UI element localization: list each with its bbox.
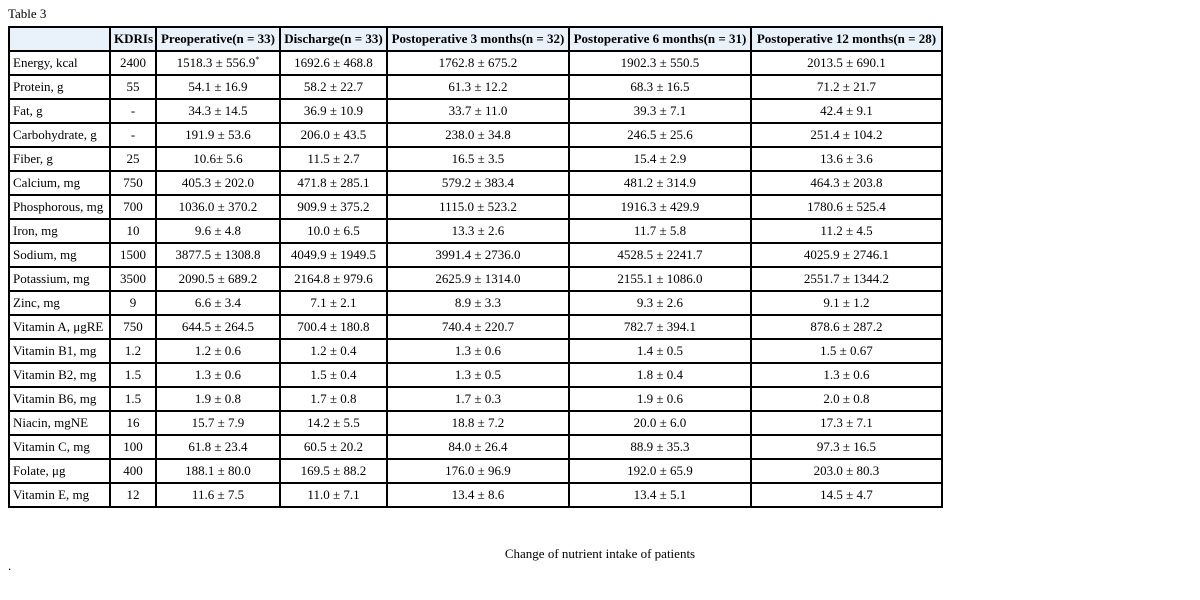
cell-discharge-text: 11.0 ± 7.1 [307, 487, 360, 502]
cell-postop-12-months [751, 483, 942, 507]
cell-discharge [280, 291, 387, 315]
column-header-preoperative: Preoperative(n = 33) [156, 27, 280, 51]
cell-nutrient-text: Fiber, g [13, 151, 53, 166]
cell-postop-3-months-text: 13.3 ± 2.6 [451, 223, 505, 238]
cell-postop-3-months [387, 123, 569, 147]
cell-nutrient [9, 459, 110, 483]
cell-postop-3-months [387, 51, 569, 75]
cell-postop-3-months [387, 291, 569, 315]
cell-discharge-text: 1.2 ± 0.4 [310, 343, 357, 358]
table-row [9, 435, 942, 459]
table-body [9, 51, 942, 507]
cell-postop-6-months-text: 13.4 ± 5.1 [633, 487, 687, 502]
cell-postop-6-months [569, 171, 751, 195]
cell-discharge [280, 75, 387, 99]
column-header-nutrient [9, 27, 110, 51]
cell-nutrient [9, 387, 110, 411]
cell-preoperative-text: 1.9 ± 0.8 [194, 391, 242, 406]
cell-kdri [110, 51, 156, 75]
cell-postop-3-months [387, 219, 569, 243]
cell-preoperative [156, 99, 280, 123]
cell-discharge [280, 483, 387, 507]
cell-kdri [110, 99, 156, 123]
cell-postop-12-months [751, 171, 942, 195]
cell-postop-6-months [569, 267, 751, 291]
column-header-discharge: Discharge(n = 33) [280, 27, 387, 51]
cell-postop-6-months [569, 459, 751, 483]
cell-preoperative-text: 644.5 ± 264.5 [181, 319, 255, 334]
cell-kdri-text: 3500 [120, 271, 146, 286]
cell-postop-3-months [387, 483, 569, 507]
cell-kdri [110, 195, 156, 219]
cell-postop-3-months [387, 363, 569, 387]
cell-postop-12-months-text: 2551.7 ± 1344.2 [803, 271, 890, 286]
cell-postop-12-months [751, 99, 942, 123]
cell-discharge [280, 99, 387, 123]
cell-postop-3-months [387, 339, 569, 363]
cell-postop-3-months-text: 84.0 ± 26.4 [448, 439, 508, 454]
cell-nutrient [9, 99, 110, 123]
cell-preoperative [156, 459, 280, 483]
cell-nutrient [9, 291, 110, 315]
cell-postop-12-months [751, 267, 942, 291]
cell-postop-6-months [569, 363, 751, 387]
cell-preoperative-text: 405.3 ± 202.0 [181, 175, 255, 190]
cell-preoperative-text: 11.6 ± 7.5 [191, 487, 245, 502]
cell-postop-12-months-text: 1780.6 ± 525.4 [807, 199, 886, 214]
cell-kdri-text: 1.5 [124, 391, 142, 406]
cell-preoperative [156, 147, 280, 171]
cell-preoperative-text: 191.9 ± 53.6 [185, 127, 251, 142]
cell-postop-12-months [751, 51, 942, 75]
cell-postop-12-months [751, 219, 942, 243]
cell-postop-6-months-text: 11.7 ± 5.8 [633, 223, 687, 238]
cell-postop-12-months-text: 9.1 ± 1.2 [823, 295, 870, 310]
cell-nutrient-text: Potassium, mg [13, 271, 90, 286]
cell-preoperative [156, 339, 280, 363]
cell-postop-6-months-text: 1.9 ± 0.6 [636, 391, 684, 406]
cell-postop-12-months-text: 2013.5 ± 690.1 [807, 55, 886, 70]
cell-discharge [280, 387, 387, 411]
cell-discharge [280, 219, 387, 243]
cell-preoperative [156, 171, 280, 195]
cell-postop-3-months [387, 435, 569, 459]
nutrient-intake-table [8, 26, 943, 508]
cell-postop-6-months-text: 1.4 ± 0.5 [636, 343, 684, 358]
cell-postop-3-months [387, 387, 569, 411]
cell-postop-12-months-text: 1.5 ± 0.67 [820, 343, 873, 358]
cell-postop-12-months-text: 13.6 ± 3.6 [820, 151, 873, 166]
cell-discharge-text: 10.0 ± 6.5 [307, 223, 360, 238]
cell-nutrient-text: Folate, μg [13, 463, 66, 478]
cell-postop-12-months [751, 315, 942, 339]
cell-nutrient-text: Vitamin E, mg [13, 487, 90, 502]
cell-postop-6-months-text: 1902.3 ± 550.5 [620, 55, 700, 70]
cell-nutrient-text: Fat, g [13, 103, 43, 118]
header-row [9, 27, 942, 51]
cell-nutrient-text: Vitamin B1, mg [13, 343, 97, 358]
cell-postop-6-months [569, 243, 751, 267]
cell-postop-6-months [569, 147, 751, 171]
cell-postop-12-months-text: 251.4 ± 104.2 [810, 127, 883, 142]
cell-kdri-text: 1.2 [124, 343, 142, 358]
cell-kdri [110, 243, 156, 267]
cell-discharge [280, 195, 387, 219]
cell-preoperative [156, 123, 280, 147]
cell-postop-6-months [569, 483, 751, 507]
table-row [9, 267, 942, 291]
cell-postop-6-months-text: 246.5 ± 25.6 [627, 127, 693, 142]
cell-kdri-text: 25 [126, 151, 140, 166]
cell-discharge [280, 459, 387, 483]
cell-preoperative [156, 435, 280, 459]
cell-postop-6-months [569, 435, 751, 459]
cell-postop-12-months-text: 878.6 ± 287.2 [810, 319, 883, 334]
cell-preoperative [156, 483, 280, 507]
cell-nutrient-text: Carbohydrate, g [13, 127, 97, 142]
cell-postop-3-months-text: 33.7 ± 11.0 [448, 103, 508, 118]
cell-discharge-text: 700.4 ± 180.8 [297, 319, 370, 334]
cell-discharge-text: 36.9 ± 10.9 [303, 103, 364, 118]
cell-nutrient [9, 267, 110, 291]
cell-discharge-text: 1.7 ± 0.8 [310, 391, 357, 406]
cell-postop-6-months-text: 4528.5 ± 2241.7 [617, 247, 703, 262]
cell-kdri-text: 100 [123, 439, 143, 454]
cell-postop-3-months-text: 1762.8 ± 675.2 [438, 55, 518, 70]
cell-postop-12-months [751, 123, 942, 147]
cell-postop-3-months-text: 8.9 ± 3.3 [454, 295, 502, 310]
cell-postop-6-months [569, 99, 751, 123]
cell-nutrient [9, 123, 110, 147]
cell-preoperative-text: 2090.5 ± 689.2 [178, 271, 258, 286]
cell-preoperative-text: 15.7 ± 7.9 [191, 415, 245, 430]
table-row [9, 147, 942, 171]
cell-preoperative-text: 9.6 ± 4.8 [194, 223, 242, 238]
table-row [9, 219, 942, 243]
cell-nutrient [9, 435, 110, 459]
cell-discharge-text: 14.2 ± 5.5 [307, 415, 360, 430]
cell-postop-12-months [751, 195, 942, 219]
cell-postop-6-months-text: 88.9 ± 35.3 [630, 439, 690, 454]
cell-discharge-text: 1.5 ± 0.4 [310, 367, 357, 382]
cell-kdri-text: 16 [126, 415, 140, 430]
column-header-postop-3-months: Postoperative 3 months(n = 32) [387, 27, 569, 51]
cell-kdri [110, 315, 156, 339]
table-row [9, 411, 942, 435]
cell-preoperative-text: 6.6 ± 3.4 [194, 295, 242, 310]
cell-nutrient [9, 195, 110, 219]
cell-kdri [110, 291, 156, 315]
cell-postop-3-months [387, 99, 569, 123]
cell-postop-3-months-text: 2625.9 ± 1314.0 [435, 271, 521, 286]
cell-postop-3-months [387, 243, 569, 267]
cell-discharge-text: 7.1 ± 2.1 [310, 295, 357, 310]
cell-postop-3-months-text: 176.0 ± 96.9 [445, 463, 511, 478]
cell-postop-12-months-text: 464.3 ± 203.8 [810, 175, 883, 190]
cell-preoperative-text: 34.3 ± 14.5 [188, 103, 248, 118]
cell-nutrient [9, 147, 110, 171]
cell-discharge-text: 2164.8 ± 979.6 [294, 271, 373, 286]
cell-discharge-text: 58.2 ± 22.7 [303, 79, 364, 94]
cell-postop-6-months [569, 75, 751, 99]
cell-kdri [110, 483, 156, 507]
cell-discharge [280, 435, 387, 459]
cell-postop-6-months-text: 782.7 ± 394.1 [623, 319, 697, 334]
cell-preoperative [156, 195, 280, 219]
cell-preoperative-text: 10.6± 5.6 [193, 151, 243, 166]
cell-postop-12-months-text: 42.4 ± 9.1 [820, 103, 873, 118]
cell-postop-12-months-text: 1.3 ± 0.6 [823, 367, 870, 382]
cell-postop-6-months-text: 20.0 ± 6.0 [633, 415, 687, 430]
cell-postop-12-months [751, 291, 942, 315]
cell-nutrient [9, 219, 110, 243]
table-row [9, 459, 942, 483]
cell-kdri-text: 55 [126, 79, 140, 94]
table-title: Table 3 [8, 6, 47, 21]
cell-discharge [280, 123, 387, 147]
cell-nutrient-text: Sodium, mg [13, 247, 77, 262]
cell-postop-12-months [751, 147, 942, 171]
cell-kdri [110, 411, 156, 435]
cell-postop-3-months-text: 1115.0 ± 523.2 [439, 199, 517, 214]
cell-discharge-text: 1692.6 ± 468.8 [294, 55, 373, 70]
cell-postop-6-months [569, 339, 751, 363]
table-row [9, 99, 942, 123]
column-header-kdris: KDRIs [110, 27, 156, 51]
cell-discharge [280, 147, 387, 171]
cell-kdri [110, 171, 156, 195]
cell-postop-6-months [569, 315, 751, 339]
cell-kdri [110, 459, 156, 483]
cell-preoperative-text: 61.8 ± 23.4 [188, 439, 248, 454]
cell-kdri-text: 1500 [120, 247, 146, 262]
cell-nutrient [9, 315, 110, 339]
cell-kdri-text: 9 [129, 295, 137, 310]
cell-postop-3-months [387, 411, 569, 435]
cell-postop-3-months [387, 315, 569, 339]
cell-kdri [110, 363, 156, 387]
cell-preoperative [156, 363, 280, 387]
cell-nutrient-text: Protein, g [13, 79, 64, 94]
cell-preoperative [156, 291, 280, 315]
cell-preoperative [156, 315, 280, 339]
cell-preoperative [156, 219, 280, 243]
cell-postop-12-months [751, 363, 942, 387]
cell-kdri [110, 219, 156, 243]
cell-discharge-text: 169.5 ± 88.2 [300, 463, 367, 478]
cell-postop-6-months-text: 192.0 ± 65.9 [627, 463, 693, 478]
cell-discharge [280, 339, 387, 363]
table-row [9, 243, 942, 267]
cell-preoperative-text: 3877.5 ± 1308.8 [175, 247, 261, 262]
cell-kdri-text: 400 [123, 463, 143, 478]
cell-kdri-text: - [130, 127, 136, 142]
cell-postop-12-months-text: 71.2 ± 21.7 [816, 79, 877, 94]
cell-preoperative-text: 188.1 ± 80.0 [185, 463, 251, 478]
cell-postop-12-months-text: 97.3 ± 16.5 [816, 439, 877, 454]
cell-preoperative [156, 75, 280, 99]
table-row [9, 75, 942, 99]
cell-postop-6-months-text: 481.2 ± 314.9 [623, 175, 697, 190]
cell-postop-6-months [569, 387, 751, 411]
cell-postop-6-months-text: 68.3 ± 16.5 [630, 79, 690, 94]
cell-discharge [280, 171, 387, 195]
cell-discharge [280, 267, 387, 291]
cell-discharge [280, 315, 387, 339]
cell-postop-3-months [387, 459, 569, 483]
cell-postop-6-months-text: 39.3 ± 7.1 [633, 103, 687, 118]
cell-preoperative-text: 1.3 ± 0.6 [194, 367, 242, 382]
cell-nutrient-text: Vitamin C, mg [13, 439, 90, 454]
cell-postop-3-months [387, 147, 569, 171]
table-row [9, 171, 942, 195]
table-row [9, 483, 942, 507]
table-row [9, 51, 942, 75]
cell-preoperative-text: 54.1 ± 16.9 [188, 79, 248, 94]
cell-postop-6-months [569, 219, 751, 243]
cell-preoperative-text: 1.2 ± 0.6 [194, 343, 242, 358]
cell-postop-3-months [387, 195, 569, 219]
cell-preoperative-text: 1036.0 ± 370.2 [178, 199, 258, 214]
cell-preoperative [156, 243, 280, 267]
cell-postop-3-months-text: 13.4 ± 8.6 [451, 487, 505, 502]
cell-postop-12-months [751, 459, 942, 483]
cell-kdri-text: 750 [123, 175, 143, 190]
table-row [9, 123, 942, 147]
cell-kdri-text: - [130, 103, 136, 118]
cell-nutrient-text: Zinc, mg [13, 295, 60, 310]
cell-discharge-text: 4049.9 ± 1949.5 [290, 247, 377, 262]
cell-preoperative [156, 51, 280, 75]
cell-postop-6-months-text: 15.4 ± 2.9 [633, 151, 687, 166]
cell-nutrient-text: Energy, kcal [13, 55, 78, 70]
column-header-postop-12-months: Postoperative 12 months(n = 28) [751, 27, 942, 51]
cell-discharge-text: 909.9 ± 375.2 [297, 199, 370, 214]
cell-postop-3-months-text: 3991.4 ± 2736.0 [435, 247, 521, 262]
cell-discharge-text: 60.5 ± 20.2 [303, 439, 364, 454]
table-caption: Change of nutrient intake of patients [504, 546, 696, 561]
cell-nutrient [9, 243, 110, 267]
cell-kdri-text: 700 [123, 199, 143, 214]
cell-kdri [110, 267, 156, 291]
cell-postop-12-months-text: 17.3 ± 7.1 [820, 415, 873, 430]
cell-postop-3-months-text: 579.2 ± 383.4 [441, 175, 515, 190]
cell-postop-12-months [751, 435, 942, 459]
cell-nutrient [9, 339, 110, 363]
cell-postop-6-months-text: 1.8 ± 0.4 [636, 367, 684, 382]
cell-postop-6-months [569, 123, 751, 147]
cell-nutrient-text: Iron, mg [13, 223, 58, 238]
cell-postop-6-months [569, 411, 751, 435]
table-row [9, 339, 942, 363]
cell-nutrient [9, 483, 110, 507]
cell-postop-12-months [751, 339, 942, 363]
cell-preoperative [156, 387, 280, 411]
cell-kdri-text: 12 [126, 487, 140, 502]
cell-kdri [110, 75, 156, 99]
cell-preoperative-text: 1518.3 ± 556.9 [176, 55, 256, 70]
cell-postop-3-months-text: 1.3 ± 0.5 [454, 367, 502, 382]
cell-postop-3-months [387, 171, 569, 195]
cell-postop-3-months-text: 740.4 ± 220.7 [441, 319, 515, 334]
cell-postop-6-months-text: 1916.3 ± 429.9 [620, 199, 700, 214]
cell-postop-12-months [751, 387, 942, 411]
cell-kdri [110, 387, 156, 411]
cell-preoperative [156, 267, 280, 291]
cell-postop-12-months [751, 243, 942, 267]
cell-nutrient [9, 75, 110, 99]
cell-kdri [110, 123, 156, 147]
cell-discharge-text: 206.0 ± 43.5 [300, 127, 367, 142]
cell-postop-12-months [751, 75, 942, 99]
cell-postop-6-months-text: 2155.1 ± 1086.0 [617, 271, 703, 286]
cell-postop-3-months-text: 18.8 ± 7.2 [451, 415, 505, 430]
cell-kdri-text: 750 [123, 319, 143, 334]
table-row [9, 387, 942, 411]
significance-mark: * [255, 55, 260, 64]
cell-postop-3-months-text: 16.5 ± 3.5 [451, 151, 505, 166]
cell-nutrient-text: Niacin, mgNE [13, 415, 89, 430]
cell-kdri [110, 147, 156, 171]
cell-kdri [110, 435, 156, 459]
cell-discharge [280, 243, 387, 267]
cell-kdri [110, 339, 156, 363]
cell-postop-12-months [751, 411, 942, 435]
cell-postop-12-months-text: 4025.9 ± 2746.1 [803, 247, 890, 262]
cell-nutrient-text: Phosphorous, mg [13, 199, 104, 214]
cell-discharge-text: 471.8 ± 285.1 [297, 175, 370, 190]
footer-mark: . [8, 558, 12, 573]
cell-nutrient [9, 51, 110, 75]
cell-kdri-text: 2400 [120, 55, 146, 70]
cell-postop-12-months-text: 2.0 ± 0.8 [823, 391, 870, 406]
cell-postop-12-months-text: 203.0 ± 80.3 [813, 463, 880, 478]
cell-nutrient-text: Vitamin A, μgRE [13, 319, 104, 334]
cell-postop-3-months-text: 1.3 ± 0.6 [454, 343, 502, 358]
cell-postop-6-months [569, 195, 751, 219]
table-row [9, 291, 942, 315]
cell-postop-6-months [569, 51, 751, 75]
cell-postop-3-months-text: 1.7 ± 0.3 [454, 391, 502, 406]
cell-postop-3-months-text: 238.0 ± 34.8 [445, 127, 511, 142]
table-row [9, 195, 942, 219]
cell-postop-12-months-text: 11.2 ± 4.5 [820, 223, 873, 238]
cell-postop-6-months [569, 291, 751, 315]
table-row [9, 363, 942, 387]
cell-discharge [280, 51, 387, 75]
cell-postop-6-months-text: 9.3 ± 2.6 [636, 295, 684, 310]
cell-kdri-text: 1.5 [124, 367, 142, 382]
cell-postop-3-months [387, 267, 569, 291]
cell-nutrient [9, 411, 110, 435]
cell-nutrient [9, 363, 110, 387]
cell-postop-3-months-text: 61.3 ± 12.2 [448, 79, 508, 94]
cell-postop-12-months-text: 14.5 ± 4.7 [820, 487, 873, 502]
cell-kdri-text: 10 [126, 223, 140, 238]
cell-discharge [280, 363, 387, 387]
cell-nutrient [9, 171, 110, 195]
cell-nutrient-text: Calcium, mg [13, 175, 81, 190]
table-row [9, 315, 942, 339]
cell-nutrient-text: Vitamin B6, mg [13, 391, 97, 406]
cell-nutrient-text: Vitamin B2, mg [13, 367, 97, 382]
cell-preoperative [156, 411, 280, 435]
cell-discharge [280, 411, 387, 435]
cell-discharge-text: 11.5 ± 2.7 [307, 151, 360, 166]
cell-postop-3-months [387, 75, 569, 99]
column-header-postop-6-months: Postoperative 6 months(n = 31) [569, 27, 751, 51]
